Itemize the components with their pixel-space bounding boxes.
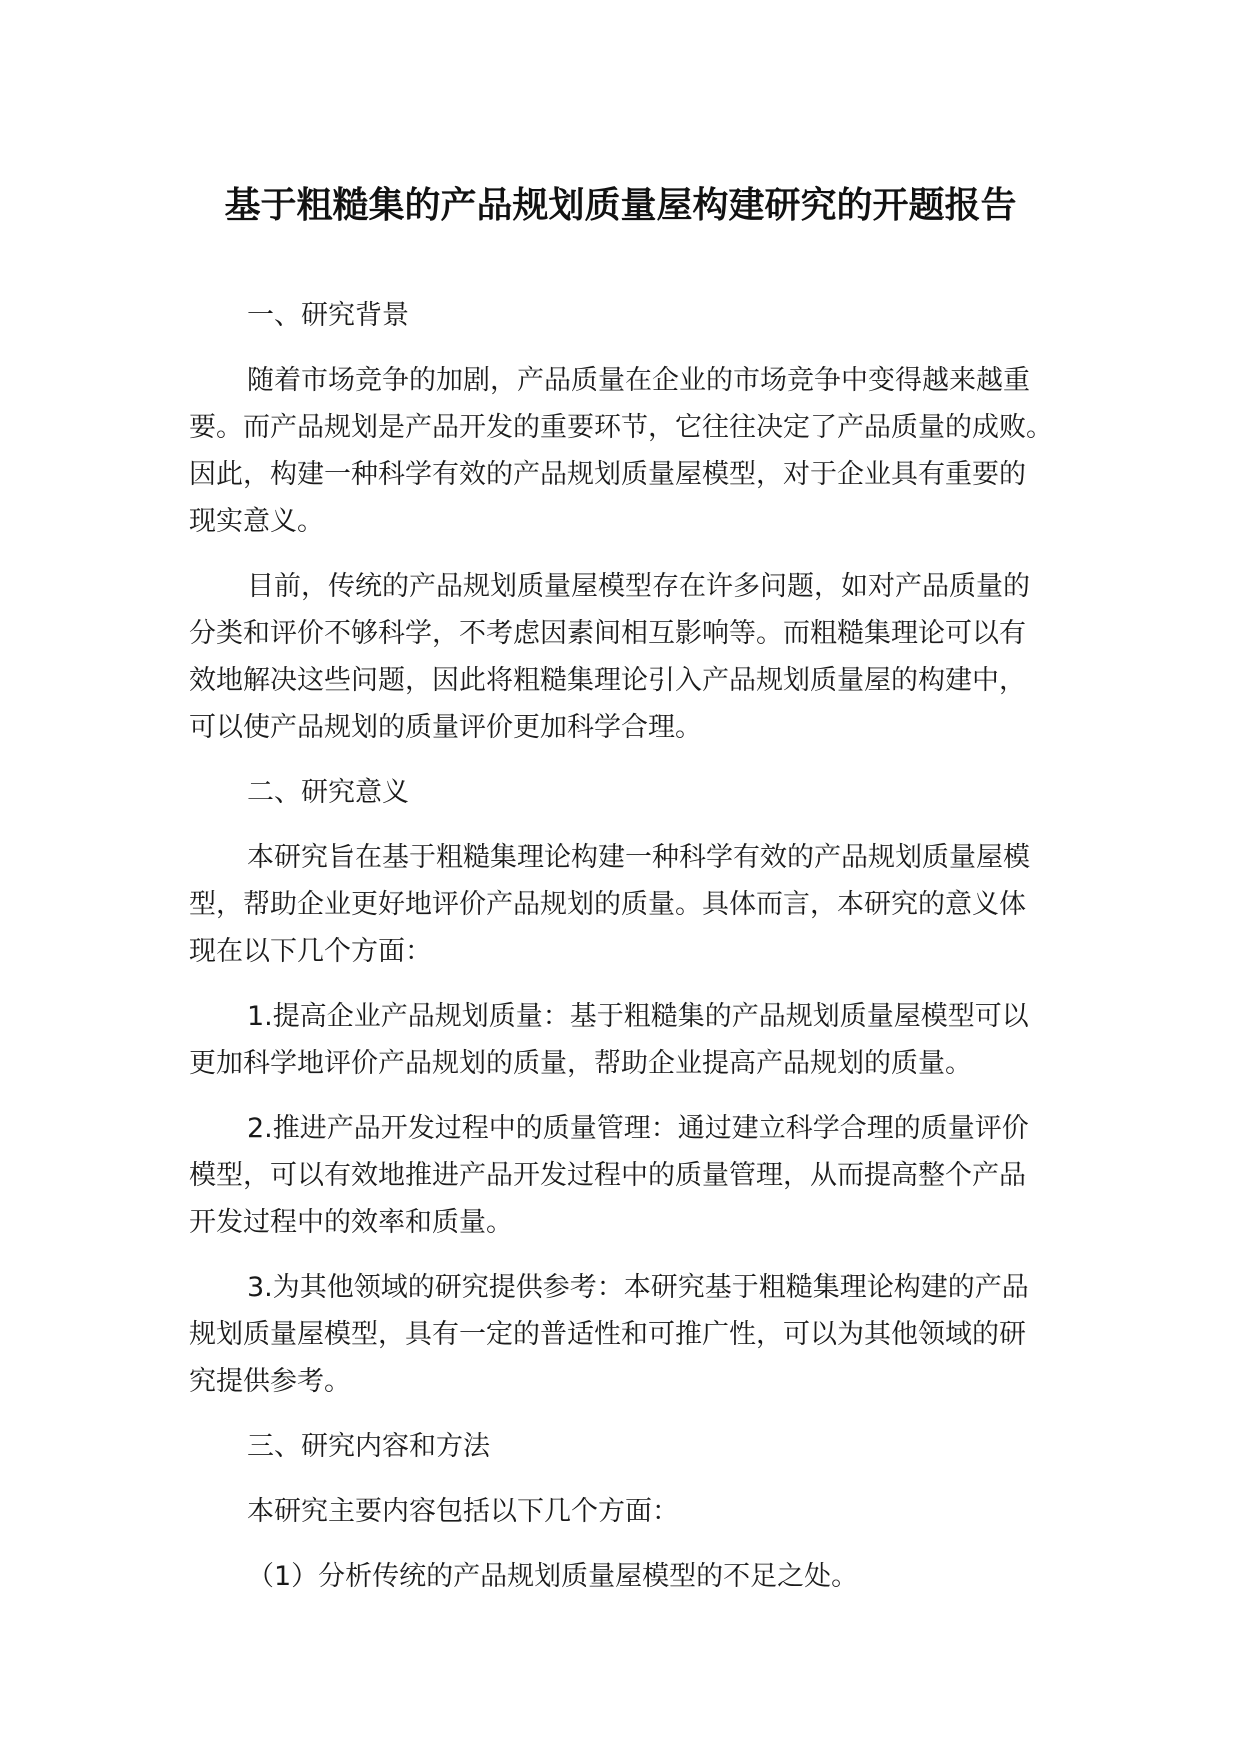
paragraph-line: 随着市场竞争的加剧，产品质量在企业的市场竞争中变得越来越重 xyxy=(247,365,1030,396)
section-heading xyxy=(189,292,1189,339)
paragraph-line: 开发过程中的效率和质量。 xyxy=(189,1207,513,1238)
paragraph xyxy=(189,357,1189,545)
list-item-paragraph xyxy=(189,1105,1189,1246)
document-title: 基于粗糙集的产品规划质量屋构建研究的开题报告 xyxy=(224,185,1017,226)
document-body xyxy=(189,292,1189,1618)
paragraph-line: 要。而产品规划是产品开发的重要环节，它往往决定了产品质量的成败。 xyxy=(189,412,1053,443)
paragraph-line: 1.提高企业产品规划质量：基于粗糙集的产品规划质量屋模型可以 xyxy=(247,1001,1029,1032)
paragraph-line: 因此，构建一种科学有效的产品规划质量屋模型，对于企业具有重要的 xyxy=(189,459,1026,490)
list-item-paragraph xyxy=(189,1264,1189,1405)
paragraph-line: 模型，可以有效地推进产品开发过程中的质量管理，从而提高整个产品 xyxy=(189,1160,1026,1191)
paragraph-line: 更加科学地评价产品规划的质量，帮助企业提高产品规划的质量。 xyxy=(189,1048,972,1079)
paragraph-line: （1）分析传统的产品规划质量屋模型的不足之处。 xyxy=(247,1561,859,1592)
list-item-paragraph xyxy=(189,993,1189,1087)
paragraph-line: 效地解决这些问题，因此将粗糙集理论引入产品规划质量屋的构建中， xyxy=(189,665,1026,696)
paragraph-line: 究提供参考。 xyxy=(189,1366,351,1397)
paragraph-line: 分类和评价不够科学，不考虑因素间相互影响等。而粗糙集理论可以有 xyxy=(189,618,1026,649)
section-heading xyxy=(189,769,1189,816)
paragraph xyxy=(189,563,1189,751)
paragraph xyxy=(189,834,1189,975)
list-item-paragraph xyxy=(189,1553,1189,1600)
paragraph xyxy=(189,1488,1189,1535)
paragraph-line: 本研究旨在基于粗糙集理论构建一种科学有效的产品规划质量屋模 xyxy=(247,842,1030,873)
paragraph-line: 本研究主要内容包括以下几个方面： xyxy=(247,1496,679,1527)
paragraph-line: 目前，传统的产品规划质量屋模型存在许多问题，如对产品质量的 xyxy=(247,571,1030,602)
paragraph-line: 现在以下几个方面： xyxy=(189,936,432,967)
paragraph-line: 3.为其他领域的研究提供参考：本研究基于粗糙集理论构建的产品 xyxy=(247,1272,1029,1303)
paragraph-line: 规划质量屋模型，具有一定的普适性和可推广性，可以为其他领域的研 xyxy=(189,1319,1026,1350)
section-heading-text: 一、研究背景 xyxy=(247,300,409,331)
section-heading-text: 二、研究意义 xyxy=(247,777,409,808)
section-heading-text: 三、研究内容和方法 xyxy=(247,1431,490,1462)
paragraph-line: 可以使产品规划的质量评价更加科学合理。 xyxy=(189,712,702,743)
section-heading xyxy=(189,1423,1189,1470)
paragraph-line: 型，帮助企业更好地评价产品规划的质量。具体而言，本研究的意义体 xyxy=(189,889,1026,920)
paragraph-line: 2.推进产品开发过程中的质量管理：通过建立科学合理的质量评价 xyxy=(247,1113,1029,1144)
paragraph-line: 现实意义。 xyxy=(189,506,324,537)
